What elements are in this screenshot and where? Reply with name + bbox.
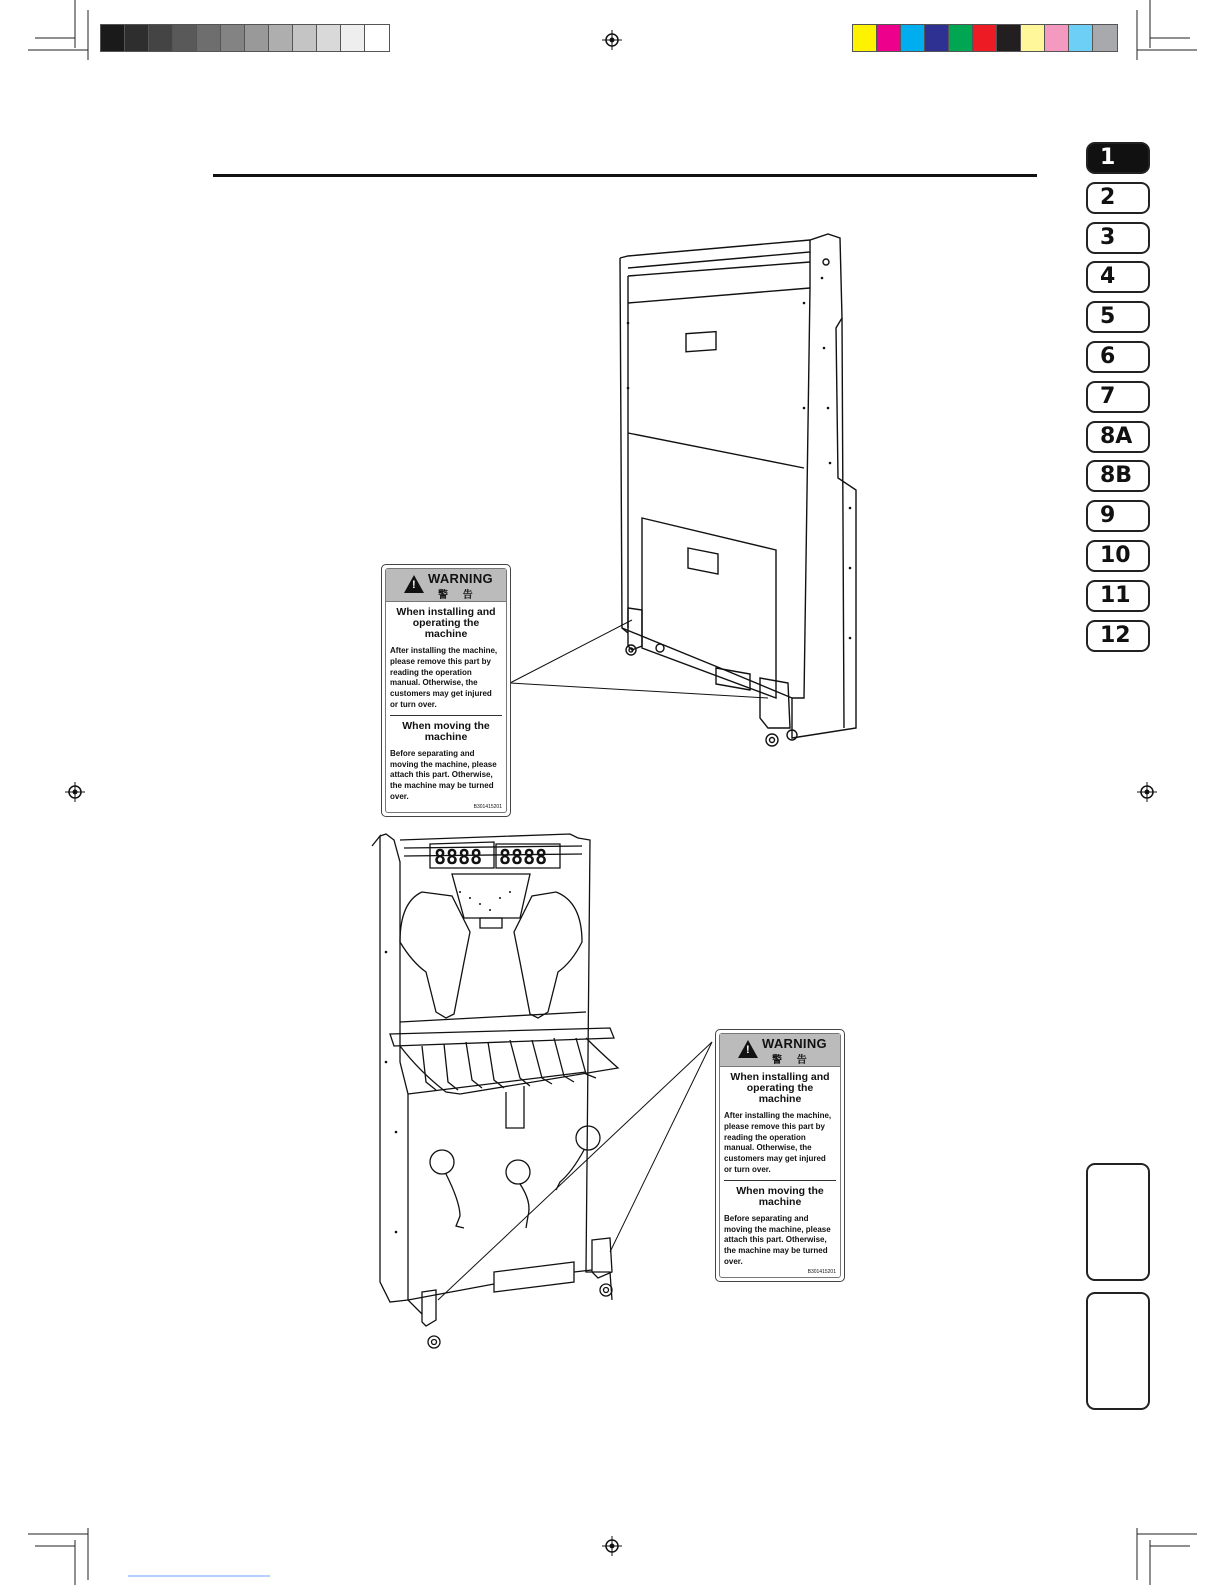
- section1-text: After installing the machine, please remove this part by reading the operation manual. Otherwise, the customers may get injured or turn over.: [390, 646, 498, 709]
- warning-title-jp: 警 告: [438, 590, 479, 601]
- gray-swatch: [365, 25, 389, 51]
- score-display-right: 8888: [499, 845, 548, 869]
- color-swatch: [1093, 25, 1117, 51]
- section1-heading: When installing and operating the machine: [396, 606, 496, 640]
- tab-chapter-7[interactable]: 7: [1086, 381, 1150, 413]
- gray-swatch: [221, 25, 245, 51]
- color-swatch: [949, 25, 973, 51]
- warning-label-bottom: [715, 1029, 845, 1282]
- warning-triangle-icon: [738, 1040, 758, 1058]
- tab-chapter-9[interactable]: 9: [1086, 500, 1150, 532]
- gray-swatch: [149, 25, 173, 51]
- section2-heading: When moving the machine: [736, 1184, 824, 1208]
- tab-chapter-8a[interactable]: 8A: [1086, 421, 1150, 453]
- tab-chapter-3[interactable]: 3: [1086, 222, 1150, 254]
- color-swatch: [925, 25, 949, 51]
- gray-swatch: [269, 25, 293, 51]
- tab-chapter-8b[interactable]: 8B: [1086, 460, 1150, 492]
- gray-swatch: [293, 25, 317, 51]
- section2-text: Before separating and moving the machine, please attach this part. Otherwise, the machine may be turned over.: [390, 748, 497, 801]
- section1-heading: When installing and operating the machine: [730, 1071, 830, 1105]
- registration-mark-icon: [602, 30, 622, 50]
- gray-swatch: [197, 25, 221, 51]
- gray-swatch: [101, 25, 125, 51]
- part-code: B301415201: [473, 803, 502, 810]
- score-display-left: 8888: [434, 845, 483, 869]
- tab-chapter-10[interactable]: 10: [1086, 540, 1150, 572]
- tab-chapter-4[interactable]: 4: [1086, 261, 1150, 293]
- color-swatch: [901, 25, 925, 51]
- tab-chapter-12[interactable]: 12: [1086, 620, 1150, 652]
- header-rule: [213, 174, 1037, 177]
- registration-mark-icon: [602, 1536, 622, 1556]
- color-swatch: [1021, 25, 1045, 51]
- registration-mark-icon: [1137, 782, 1157, 802]
- gray-swatch: [173, 25, 197, 51]
- warning-title-jp: 警 告: [772, 1055, 813, 1066]
- section2-text: Before separating and moving the machine, please attach this part. Otherwise, the machine may be turned over.: [724, 1213, 831, 1266]
- cabinet-front-illustration: [360, 832, 720, 1362]
- section2-heading: When moving the machine: [402, 719, 490, 743]
- color-swatch: [997, 25, 1021, 51]
- color-swatch: [853, 25, 877, 51]
- tab-chapter-1[interactable]: 1: [1086, 142, 1150, 174]
- color-swatch: [877, 25, 901, 51]
- registration-mark-icon: [65, 782, 85, 802]
- cabinet-rear-illustration: [510, 228, 870, 768]
- warning-triangle-icon: [404, 575, 424, 593]
- warning-label-top: [381, 564, 511, 817]
- section1-text: After installing the machine, please remove this part by reading the operation manual. Otherwise, the customers may get injured or turn over.: [724, 1111, 832, 1174]
- gray-swatch: [245, 25, 269, 51]
- warning-title: WARNING: [762, 1036, 827, 1051]
- tab-chapter-6[interactable]: 6: [1086, 341, 1150, 373]
- tab-blank-1[interactable]: [1086, 1163, 1150, 1281]
- part-code: B301415201: [807, 1268, 836, 1275]
- tab-chapter-2[interactable]: 2: [1086, 182, 1150, 214]
- warning-title: WARNING: [428, 571, 493, 586]
- gray-swatch: [125, 25, 149, 51]
- color-swatch: [1045, 25, 1069, 51]
- grayscale-color-bar: [100, 24, 390, 52]
- gray-swatch: [341, 25, 365, 51]
- tab-chapter-11[interactable]: 11: [1086, 580, 1150, 612]
- color-swatch: [973, 25, 997, 51]
- gray-swatch: [317, 25, 341, 51]
- color-swatch: [1069, 25, 1093, 51]
- tab-chapter-5[interactable]: 5: [1086, 301, 1150, 333]
- process-color-bar: [852, 24, 1118, 52]
- tab-blank-2[interactable]: [1086, 1292, 1150, 1410]
